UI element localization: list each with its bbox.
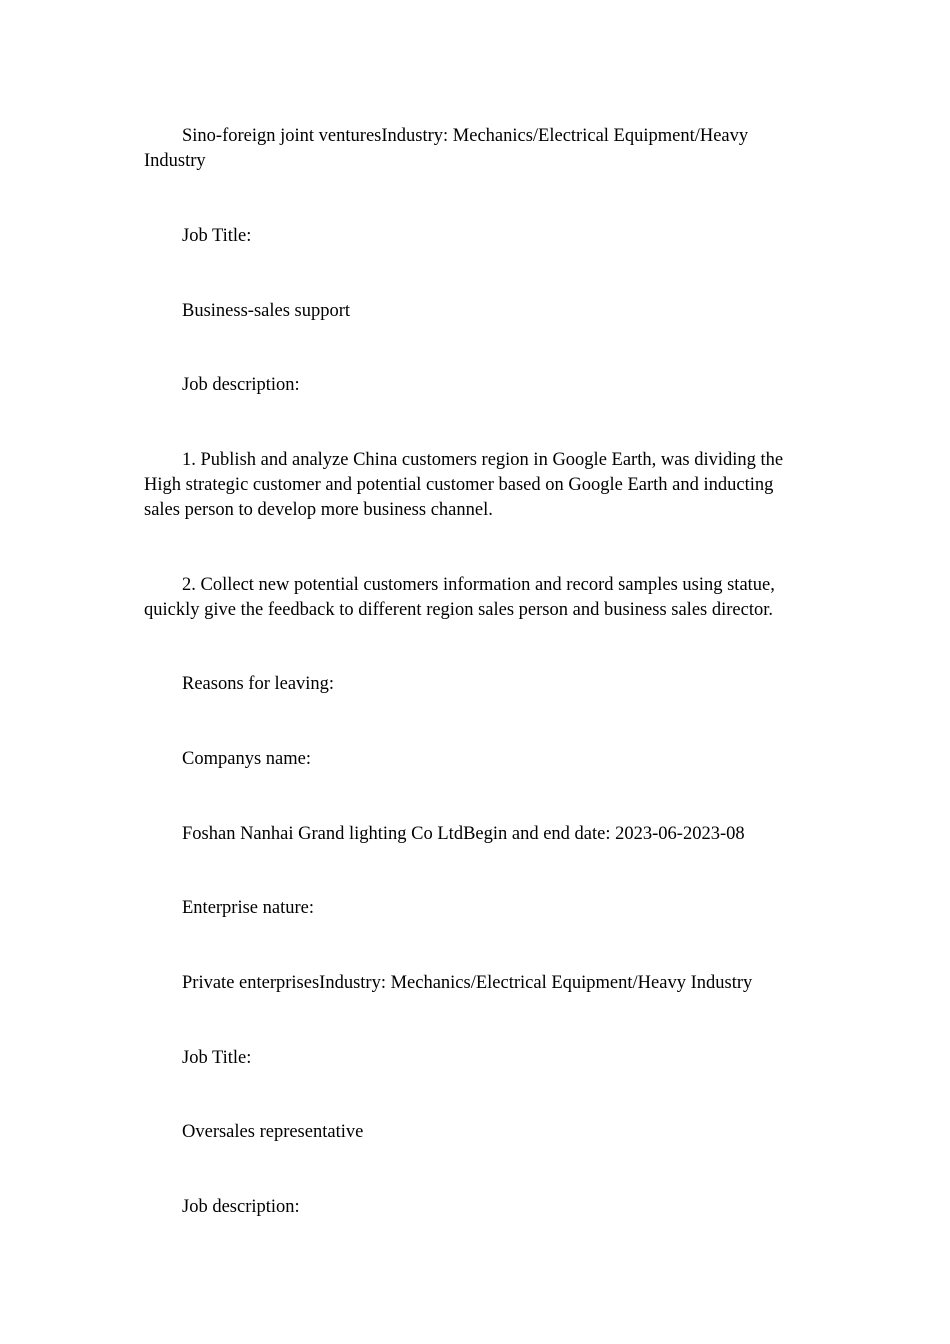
job-description-label-2: Job description: (182, 1197, 300, 1217)
enterprise-nature-value: Private enterprisesIndustry: Mechanics/Electrical Equipment/Heavy Industry (182, 973, 753, 993)
job-title-label-2: Job Title: (182, 1048, 252, 1068)
enterprise-nature-label: Enterprise nature: (182, 898, 315, 918)
company-name-label: Companys name: (182, 749, 311, 769)
job-description-label: Job description: (182, 375, 300, 395)
job-title-label: Job Title: (182, 226, 252, 246)
company-name-value: Foshan Nanhai Grand lighting Co LtdBegin and end date: 2023-06-2023-08 (182, 824, 745, 844)
reasons-for-leaving-label: Reasons for leaving: (182, 674, 335, 694)
job-description-item-2: 2. Collect new potential customers information and record samples using statue, quickly give the feedback to different region sales person and business sales director. (144, 575, 775, 620)
industry-paragraph: Sino-foreign joint venturesIndustry: Mechanics/Electrical Equipment/Heavy Industry (144, 126, 749, 171)
job-description-item-1: 1. Publish and analyze China customers region in Google Earth, was dividing the High strategic customer and potential customer based on Google Earth and inducting sales person to develop more business channel. (144, 450, 784, 520)
job-title-value: Business-sales support (182, 301, 351, 321)
job-title-value-2: Oversales representative (182, 1122, 364, 1142)
